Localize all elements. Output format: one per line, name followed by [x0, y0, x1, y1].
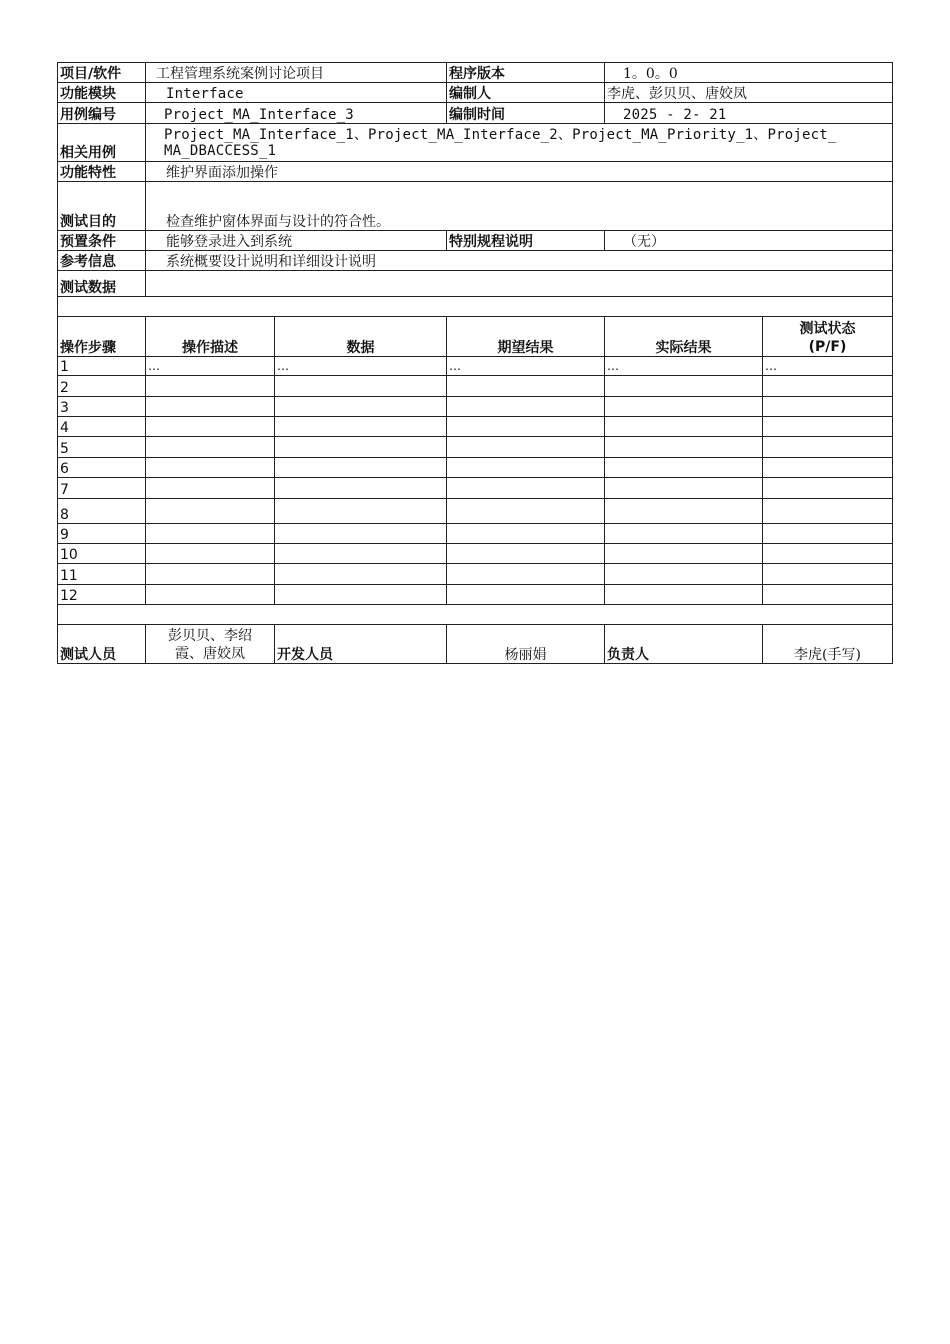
step-data	[275, 437, 447, 458]
version-value: 1。0。0	[605, 63, 893, 83]
reference-label: 参考信息	[58, 251, 146, 271]
table-row	[58, 417, 893, 437]
step-expected	[447, 544, 605, 564]
step-status	[763, 544, 893, 564]
table-row	[58, 376, 893, 397]
header-status-line-2: (P/F)	[808, 339, 847, 355]
step-number: 7	[58, 478, 146, 499]
step-status	[763, 478, 893, 499]
step-rows	[58, 357, 893, 605]
step-status	[763, 437, 893, 458]
step-expected	[447, 499, 605, 524]
precondition-value: 能够登录进入到系统	[146, 231, 447, 251]
header-step: 操作步骤	[58, 317, 146, 357]
signature-row	[58, 625, 893, 664]
table-row	[58, 524, 893, 544]
step-data	[275, 376, 447, 397]
header-status	[763, 317, 893, 357]
step-status	[763, 417, 893, 437]
reference-value: 系统概要设计说明和详细设计说明	[146, 251, 893, 271]
step-description	[146, 499, 275, 524]
step-number: 2	[58, 376, 146, 397]
step-number: 5	[58, 437, 146, 458]
precondition-row	[58, 231, 893, 251]
step-number: 1	[58, 357, 146, 376]
owner-label: 负责人	[605, 625, 763, 664]
testdata-value	[146, 271, 893, 297]
step-actual	[605, 499, 763, 524]
header-data: 数据	[275, 317, 447, 357]
step-actual: …	[605, 357, 763, 376]
step-actual	[605, 478, 763, 499]
table-row	[58, 437, 893, 458]
project-label: 项目/软件	[58, 63, 146, 83]
step-status	[763, 499, 893, 524]
step-actual	[605, 585, 763, 605]
developer-value: 杨丽娟	[447, 625, 605, 664]
feature-row	[58, 162, 893, 182]
step-number: 11	[58, 564, 146, 585]
date-label: 编制时间	[447, 103, 605, 124]
step-data: …	[275, 357, 447, 376]
step-data	[275, 478, 447, 499]
step-description	[146, 417, 275, 437]
step-data	[275, 524, 447, 544]
header-status-line-1: 测试状态	[799, 321, 856, 337]
case-id-value: Project_MA_Interface_3	[146, 103, 447, 124]
step-data	[275, 585, 447, 605]
step-expected	[447, 397, 605, 417]
step-expected	[447, 478, 605, 499]
step-data	[275, 458, 447, 478]
table-row	[58, 458, 893, 478]
testdata-label: 测试数据	[58, 271, 146, 297]
step-data	[275, 499, 447, 524]
owner-value: 李虎(手写)	[763, 625, 893, 664]
step-description	[146, 564, 275, 585]
table-row	[58, 564, 893, 585]
case-id-label: 用例编号	[58, 103, 146, 124]
step-status	[763, 376, 893, 397]
tester-value	[146, 625, 275, 664]
table-row	[58, 478, 893, 499]
feature-label: 功能特性	[58, 162, 146, 182]
step-data	[275, 544, 447, 564]
step-data	[275, 564, 447, 585]
step-actual	[605, 524, 763, 544]
step-number: 6	[58, 458, 146, 478]
related-line-2: MA_DBACCESS_1	[164, 142, 277, 159]
table-row	[58, 499, 893, 524]
step-expected: …	[447, 357, 605, 376]
step-actual	[605, 564, 763, 585]
step-expected	[447, 524, 605, 544]
precondition-label: 预置条件	[58, 231, 146, 251]
spacer-row-2	[58, 605, 893, 625]
author-value: 李虎、彭贝贝、唐姣凤	[605, 83, 893, 103]
table-row	[58, 397, 893, 417]
author-label: 编制人	[447, 83, 605, 103]
step-status: …	[763, 357, 893, 376]
table-row	[58, 357, 893, 376]
purpose-value: 检查维护窗体界面与设计的符合性。	[146, 182, 893, 231]
steps-header-row	[58, 317, 893, 357]
purpose-label: 测试目的	[58, 182, 146, 231]
feature-value: 维护界面添加操作	[146, 162, 893, 182]
step-data	[275, 397, 447, 417]
related-row	[58, 124, 893, 162]
step-description	[146, 524, 275, 544]
step-expected	[447, 458, 605, 478]
spacer-row	[58, 297, 893, 317]
header-expected: 期望结果	[447, 317, 605, 357]
step-actual	[605, 376, 763, 397]
related-value	[146, 124, 893, 162]
spacer-cell	[58, 297, 893, 317]
module-value: Interface	[146, 83, 447, 103]
step-status	[763, 585, 893, 605]
step-description	[146, 458, 275, 478]
step-description	[146, 544, 275, 564]
step-actual	[605, 544, 763, 564]
step-description	[146, 585, 275, 605]
version-label: 程序版本	[447, 63, 605, 83]
step-expected	[447, 564, 605, 585]
step-expected	[447, 376, 605, 397]
step-description	[146, 437, 275, 458]
step-number: 9	[58, 524, 146, 544]
step-status	[763, 524, 893, 544]
header-description: 操作描述	[146, 317, 275, 357]
project-value: 工程管理系统案例讨论项目	[146, 63, 447, 83]
step-description	[146, 478, 275, 499]
reference-row	[58, 251, 893, 271]
header-actual: 实际结果	[605, 317, 763, 357]
table-row	[58, 544, 893, 564]
step-actual	[605, 437, 763, 458]
related-line-1: Project_MA_Interface_1、Project_MA_Interface_2、Project_MA_Priority_1、Project_	[164, 126, 837, 143]
step-description	[146, 376, 275, 397]
date-value: 2025 - 2- 21	[605, 103, 893, 124]
module-row	[58, 83, 893, 103]
step-description: …	[146, 357, 275, 376]
case-id-row	[58, 103, 893, 124]
spacer-cell-2	[58, 605, 893, 625]
table-row	[58, 585, 893, 605]
developer-label: 开发人员	[275, 625, 447, 664]
step-status	[763, 458, 893, 478]
project-row	[58, 63, 893, 83]
step-actual	[605, 397, 763, 417]
step-number: 10	[58, 544, 146, 564]
special-value: （无）	[605, 231, 893, 251]
tester-line-2: 霞、唐姣凤	[175, 646, 245, 662]
special-label: 特别规程说明	[447, 231, 605, 251]
step-status	[763, 397, 893, 417]
step-actual	[605, 458, 763, 478]
testdata-row	[58, 271, 893, 297]
module-label: 功能模块	[58, 83, 146, 103]
tester-line-1: 彭贝贝、李绍	[168, 628, 252, 644]
related-label: 相关用例	[58, 124, 146, 162]
step-status	[763, 564, 893, 585]
step-expected	[447, 437, 605, 458]
step-expected	[447, 417, 605, 437]
step-number: 8	[58, 499, 146, 524]
step-expected	[447, 585, 605, 605]
purpose-row	[58, 182, 893, 231]
step-data	[275, 417, 447, 437]
step-actual	[605, 417, 763, 437]
step-description	[146, 397, 275, 417]
step-number: 12	[58, 585, 146, 605]
tester-label: 测试人员	[58, 625, 146, 664]
test-case-sheet	[57, 62, 893, 664]
step-number: 3	[58, 397, 146, 417]
step-number: 4	[58, 417, 146, 437]
